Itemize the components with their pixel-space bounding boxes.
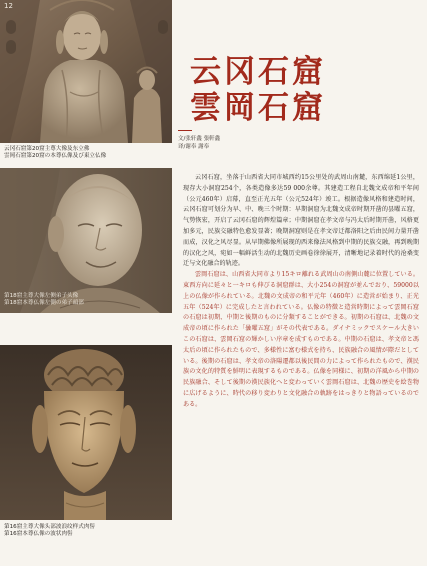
- cave-20-buddha-photo: [0, 0, 172, 143]
- credits: [178, 135, 220, 151]
- cave-18-disciple-image: [0, 168, 172, 313]
- photo1-caption-zh: 云冈石窟第20窟主尊大像及东立佛: [4, 146, 90, 152]
- credits-divider: [178, 130, 192, 131]
- photo3-caption-ja: 第16窟本尊仏像の波状肉髻: [4, 531, 73, 538]
- body-paragraph-zh: 云冈石窟，坐落于山西省大同市城西约15公里处的武周山南麓，东西绵延1公里，现存大小洞窟254个，各类造像多达59 000余尊。其建造工程自北魏文成帝和平年间（公元460年）启幕，直至正光五年（公元524年）竣工。根据造像风格和建造时间，云冈石窟可划分为早、中、晚三个时期：早期洞窟为北魏文成帝时期开凿的昙曜五窟，气势恢宏，开启了云冈石窟的辉煌篇章；中期洞窟在孝文帝与冯太后时期开凿，风格更加多元，民族交融特色愈发显著；晚期洞窟则是在孝文帝迁都洛阳之后由民间力量开凿而成，汉化之风尽显。从早期佛像所展现的西来像法风格到中期的民族交融，再到晚期的汉化之风，宛如一幅鲜活生动的北魏历史画卷徐徐展开，清晰地记录着时代的沧桑变迁与文化融合的轨迹。: [183, 174, 419, 268]
- article-body: [183, 173, 419, 411]
- photo-column: [0, 0, 172, 566]
- photo3-caption: [4, 524, 174, 539]
- translator-credit: 译/谢奉 謝奉: [178, 144, 210, 150]
- title-chinese: 云冈石窟: [190, 54, 326, 90]
- body-paragraph-ja: 雲岡石窟は、山西省大同市より15キロ離れる武周山の南側山麓に位置している。東西方向に延々と一キロも伸びる洞窟群は、大小254の洞窟が並んでおり、59000以上の仏像が作られている。北魏の文成帝の和平元年（460年）に造営が始まり、正光五年（524年）に完成したと言われている。仏像の特徴と造営時期によって雲岡石窟の石窟は初期、中期と後期のものに分類することができる。初期の石窟は、北魏の文成帝の頃に作られた「曇曜五窟」がその代表である。ダイナミックでスケール大きいこの石窟は、雲岡石窟の輝かしい序章を成すものである。中期の石窟は、孝文帝と馮太后の頃に作られたもので、多様性に富む様式を持ち、民族融合の風情が際だとしている。後期の石窟は、孝文帝の洛陽遷都以後民間の力によって作られたもので、漢民族の文化的特質を鮮明に表現するものである。仏像を同様に、初期の洋風から中期の民族融合、そして後期の漢民族化へと変わっていく雲岡石窟は、北魏の歴史を絵巻物に広げるように、時代の移り変わりと文化融合の軌跡をはっきりと物語っているのである。: [183, 271, 419, 408]
- photo2-caption-ja: 第18窟本尊仏像左側の弟子頭部: [4, 300, 84, 307]
- title-japanese: 雲岡石窟: [190, 90, 326, 126]
- page-number: 12: [4, 2, 13, 10]
- photo3-caption-zh: 第16窟主尊大像头部波浪纹样式肉髻: [4, 524, 96, 530]
- photo2-caption: [4, 293, 172, 308]
- cave-20-buddha-image: [0, 0, 172, 143]
- photo2-caption-zh: 第18窟主尊大像左侧弟子头像: [4, 293, 79, 299]
- author-credit: 文/张轩鑫 張軒鑫: [178, 136, 221, 142]
- cave-16-buddha-photo: [0, 345, 172, 520]
- cave-16-buddha-image: [0, 345, 172, 520]
- photo1-caption: [4, 146, 174, 161]
- cave-18-disciple-photo: [0, 168, 172, 313]
- photo1-caption-ja: 雲岡石窟第20窟の本尊仏像及び東立仏像: [4, 153, 107, 160]
